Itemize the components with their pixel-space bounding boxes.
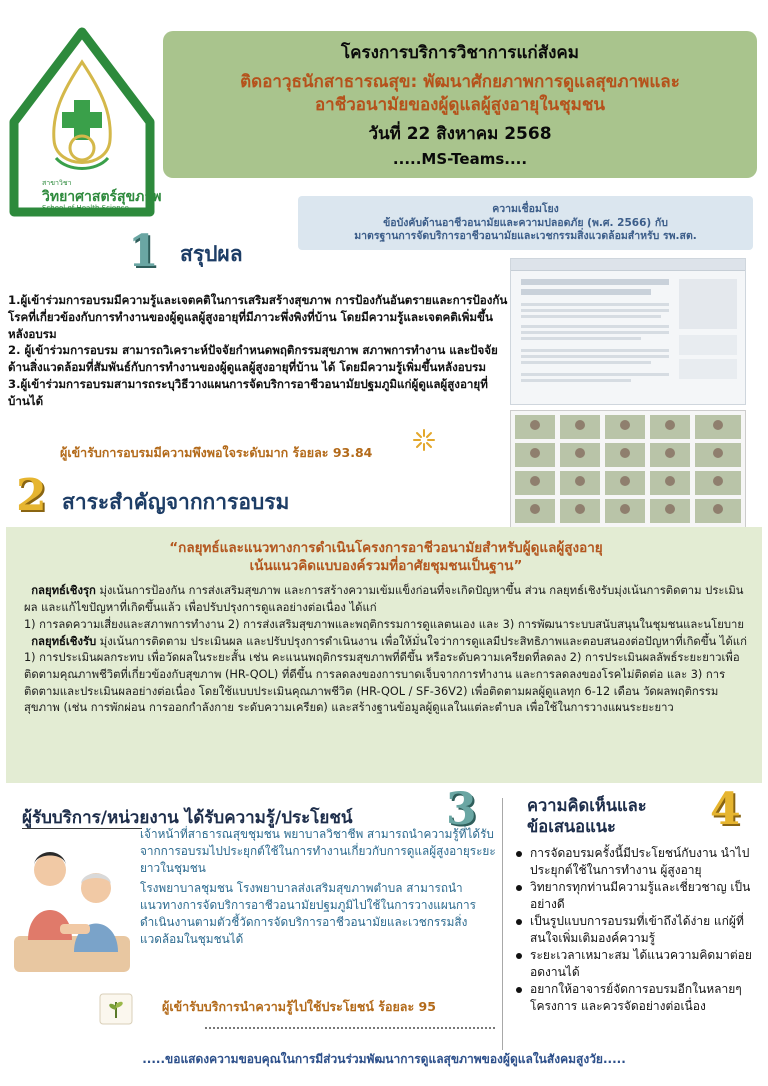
- project-date: วันที่ 22 สิงหาคม 2568: [368, 123, 552, 144]
- proactive-items: 1) การลดความเสี่ยงและสภาพการทำงาน 2) การส่งเสริมสุขภาพและพฤติกรรมการดูแลตนเอง และ 3) การพัฒนาระบบสนับสนุนในชุมชนและนโยบาย: [24, 617, 744, 631]
- section-2-title: สาระสำคัญจากการอบรม: [62, 490, 290, 514]
- project-platform: .....MS-Teams....: [392, 149, 528, 168]
- feedback-item: การจัดอบรมครั้งนี้มีประโยชน์กับงาน นำไปประยุกต์ใช้ในการทำงาน ผู้สูงอายุ: [512, 845, 760, 879]
- column-divider: [502, 798, 503, 1050]
- dotted-separator: [205, 1027, 495, 1029]
- feedback-item: อยากให้อาจารย์จัดการอบรมอีกในหลายๆโครงการ และควรจัดอย่างต่อเนื่อง: [512, 981, 760, 1015]
- reactive-label: กลยุทธ์เชิงรับ: [31, 634, 97, 648]
- key-content-box: [6, 527, 762, 783]
- feedback-item: เป็นรูปแบบการอบรมที่เข้าถึงได้ง่าย แก่ผู้ที่สนใจเพิ่มเติมองค์ความรู้: [512, 913, 760, 947]
- section-3-underline: [22, 828, 142, 829]
- benefit-hospital: โรงพยาบาลชุมชน โรงพยาบาลส่งเสริมสุขภาพตำบล สามารถนำแนวทางการจัดบริการอาชีวอนามัยปฐมภูมิไปใช้ในการวางแผนการดำเนินงานตามตัวชี้วัดการจัดบริการอาชีวอนามัยและเวชกรรมสิ่งแวดล้อมในชุมชนได้: [140, 881, 476, 947]
- proactive-label: กลยุทธ์เชิงรุก: [31, 584, 96, 598]
- feedback-list: [512, 845, 760, 1015]
- section-2-number: 2: [16, 470, 47, 521]
- sparkle-icon: [412, 428, 436, 456]
- section-3-title: ผู้รับบริการ/หน่วยงาน ได้รับความรู้/ประโยชน์: [22, 808, 353, 828]
- summary-item: 2. ผู้เข้าร่วมการอบรม สามารถวิเคราะห์ปัจจัยกำหนดพฤติกรรมสุขภาพ สภาพการทำงาน และปัจจัยด้านสิ่งแวดล้อมที่สัมพันธ์กับการทำงานของผู้ดูแลผู้สูงอายุที่บ้าน ได้ โดยมีความรู้เพิ่มขึ้นหลังอบรม: [8, 343, 498, 375]
- reactive-text: มุ่งเน้นการติดตาม ประเมินผล และปรับปรุงการดำเนินงาน เพื่อให้มั่นใจว่าการดูแลมีประสิทธิภาพและตอบสนองต่อปัญหาที่เกิดขึ้น ได้แก่ 1) การประเมินผลกระทบ เพื่อวัดผลในระยะสั้น เช่น คะแนนพฤติกรรมสุขภาพที่ดีขึ้น หรือระดับความเครียดที่ลดลง 2) การประเมินผลลัพธ์ระยะยาวเพื่อติดตามคุณภาพชีวิตที่เกี่ยวข้องกับสุขภาพ (HR-QOL) ที่ดีขึ้น การลดลงของการบาดเจ็บจากการทำงาน และการลดลงของโรคไม่ติดต่อ และ 3) การติดตามและประเมินผลอย่างต่อเนื่อง โดยใช้แบบประเมินคุณภาพชีวิต (HR-QOL / SF-36V2) เพื่อติดตามผลผู้ดูแลทุก 6-12 เดือน วัดผลพฤติกรรมสุขภาพ (เช่น การพักผ่อน การออกกำลังกาย ระดับความเครียด) และสร้างฐานข้อมูลผู้ดูแลในแต่ละตำบล เพื่อใช้ในการวางแผนระยะยาว: [24, 634, 747, 715]
- project-type: โครงการบริการวิชาการแก่สังคม: [341, 43, 579, 63]
- feedback-item: วิทยากรทุกท่านมีความรู้และเชี่ยวชาญ เป็นอย่างดี: [512, 879, 760, 913]
- summary-item: 3.ผู้เข้าร่วมการอบรมสามารถระบุวิธีวางแผนการจัดบริการอาชีวอนามัยปฐมภูมิแก่ผู้ดูแลผู้สูงอายุที่บ้านได้: [8, 376, 488, 408]
- webpage-screenshot: [510, 258, 746, 405]
- key-quote: “กลยุทธ์และแนวทางการดำเนินโครงการอาชีวอนามัยสำหรับผู้ดูแลผู้สูงอายุ เน้นแนวคิดแบบองค์รวมที่อาศัยชุมชนเป็นฐาน”: [169, 540, 603, 575]
- section-4-number: 4: [710, 784, 741, 835]
- summary-item: 1.ผู้เข้าร่วมการอบรมมีความรู้และเจตคติในการเสริมสร้างสุขภาพ การป้องกันอันตรายและการป้องกันโรคที่เกี่ยวข้องกับการทำงานของผู้ดูแลผู้สูงอายุที่มีภาวะพึ่งพิงที่บ้าน โดยมีความรู้และเจตคติเพิ่มขึ้นหลังอบรม: [8, 293, 508, 341]
- benefit-stat: ผู้เข้ารับบริการนำความรู้ไปใช้ประโยชน์ ร้อยละ 95: [162, 999, 436, 1014]
- leaf-badge-icon: [98, 990, 134, 1030]
- meeting-screenshot: [510, 410, 746, 530]
- project-title: ติดอาวุธนักสาธารณสุข: พัฒนาศักยภาพการดูแลสุขภาพและ อาชีวอนามัยของผู้ดูแลผู้สูงอายุในชุมชน: [240, 72, 680, 115]
- header-banner: [163, 31, 757, 178]
- logo-prefix: สาขาวิชา: [42, 179, 72, 187]
- section-3-number: 3: [446, 784, 477, 835]
- linkage-box: ความเชื่อมโยง ข้อบังคับด้านอาชีวอนามัยและความปลอดภัย (พ.ศ. 2566) กับ มาตรฐานการจัดบริการอาชีวอนามัยและเวชกรรมสิ่งแวดล้อมสำหรับ รพ.สต.: [298, 196, 753, 250]
- logo-school-th: วิทยาศาสตร์สุขภาพ: [42, 189, 162, 205]
- logo-school-en: School of Health Science: [42, 204, 129, 212]
- summary-list: [8, 292, 508, 410]
- satisfaction-stat: ผู้เข้ารับการอบรมมีความพึงพอใจระดับมาก ร้อยละ 93.84: [60, 445, 373, 460]
- benefit-staff: เจ้าหน้าที่สาธารณสุขชุมชน พยาบาลวิชาชีพ สามารถนำความรู้ที่ได้รับจากการอบรมไปประยุกต์ใช้ในการทำงานเกี่ยวกับการดูแลผู้สูงอายุระยะยาวในชุมชน: [140, 827, 496, 876]
- section-4-title: ความคิดเห็นและ ข้อเสนอแนะ: [527, 796, 647, 837]
- school-logo: [8, 22, 162, 218]
- strategy-text: [24, 583, 748, 717]
- feedback-item: ระยะเวลาเหมาะสม ได้แนวความคิดมาต่อยอดงานได้: [512, 947, 760, 981]
- section-1-number: 1: [128, 226, 159, 277]
- footer-thanks: .....ขอแสดงความขอบคุณในการมีส่วนร่วมพัฒนาการดูแลสุขภาพของผู้ดูแลในสังคมสูงวัย.....: [142, 1052, 626, 1066]
- caregiver-illustration: [10, 840, 134, 980]
- proactive-text: มุ่งเน้นการป้องกัน การส่งเสริมสุขภาพ และการสร้างความเข้มแข็งก่อนที่จะเกิดปัญหาขึ้น ส่วน กลยุทธ์เชิงรับมุ่งเน้นการติดตาม ประเมินผล และแก้ไขปัญหาที่เกิดขึ้นแล้ว เพื่อปรับปรุงการดูแลอย่างต่อเนื่อง ได้แก่: [24, 584, 744, 615]
- section-1-title: สรุปผล: [180, 242, 243, 266]
